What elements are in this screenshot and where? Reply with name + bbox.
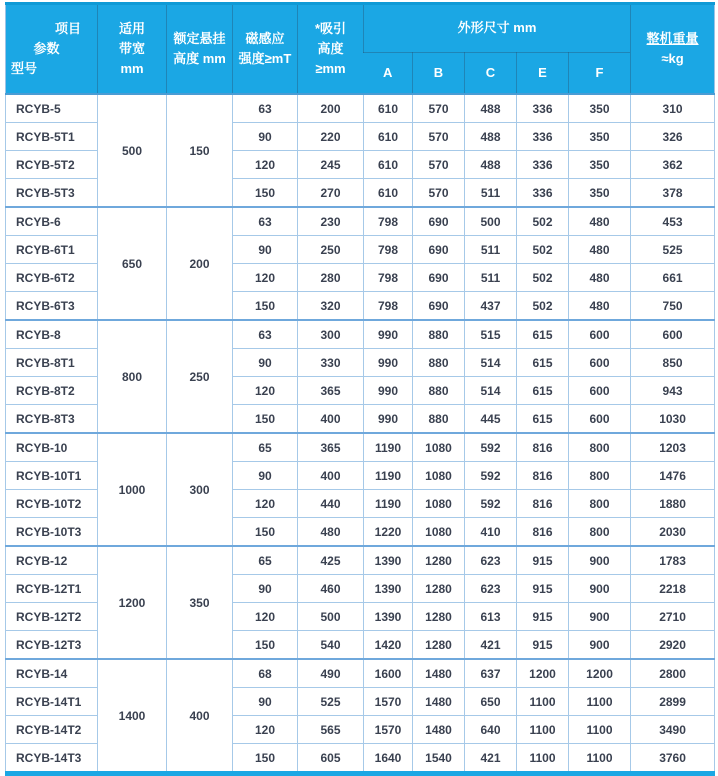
cell-dim-f: 600 [569,349,631,377]
cell-dim-b: 1480 [413,659,465,688]
cell-dim-f: 900 [569,546,631,575]
cell-dim-c: 445 [465,405,517,434]
cell-weight: 3760 [631,744,715,774]
header-total-weight: 整机重量 ≈kg [631,4,715,95]
cell-dim-f: 600 [569,320,631,349]
cell-weight: 326 [631,123,715,151]
cell-dim-a: 1390 [364,546,413,575]
cell-dim-f: 1200 [569,659,631,688]
cell-dim-a: 1220 [364,518,413,547]
header-dim-f: F [569,52,631,94]
cell-bandwidth: 1200 [98,546,167,659]
cell-suspension-height: 400 [167,659,233,774]
cell-dim-c: 637 [465,659,517,688]
cell-attraction: 565 [298,716,364,744]
cell-magnetic: 90 [233,575,298,603]
cell-weight: 1203 [631,433,715,462]
cell-weight: 2218 [631,575,715,603]
cell-dim-f: 480 [569,236,631,264]
cell-weight: 1880 [631,490,715,518]
cell-dim-f: 900 [569,603,631,631]
cell-model: RCYB-12T1 [6,575,98,603]
cell-dim-c: 421 [465,631,517,660]
cell-dim-b: 1080 [413,462,465,490]
cell-dim-c: 514 [465,349,517,377]
header-dim-b: B [413,52,465,94]
cell-dim-f: 800 [569,490,631,518]
cell-dim-a: 610 [364,123,413,151]
cell-attraction: 400 [298,405,364,434]
cell-attraction: 460 [298,575,364,603]
cell-dim-a: 610 [364,94,413,123]
cell-dim-c: 592 [465,462,517,490]
cell-attraction: 605 [298,744,364,774]
cell-weight: 2030 [631,518,715,547]
table-header [6,4,715,95]
cell-attraction: 480 [298,518,364,547]
cell-weight: 1030 [631,405,715,434]
cell-dim-e: 502 [517,236,569,264]
cell-dim-b: 1540 [413,744,465,774]
cell-dim-a: 798 [364,207,413,236]
cell-dim-a: 1190 [364,490,413,518]
cell-model: RCYB-6 [6,207,98,236]
cell-magnetic: 90 [233,236,298,264]
cell-model: RCYB-6T2 [6,264,98,292]
cell-dim-f: 900 [569,575,631,603]
cell-dim-f: 800 [569,433,631,462]
cell-dim-e: 816 [517,490,569,518]
cell-magnetic: 90 [233,349,298,377]
cell-dim-a: 1190 [364,433,413,462]
header-magnetic-induction: 磁感应 强度≥mT [233,4,298,95]
cell-weight: 1476 [631,462,715,490]
cell-dim-c: 623 [465,575,517,603]
table-row [6,433,715,462]
cell-magnetic: 150 [233,631,298,660]
cell-dim-b: 570 [413,151,465,179]
cell-dim-a: 1570 [364,716,413,744]
cell-dim-f: 350 [569,151,631,179]
cell-bandwidth: 1000 [98,433,167,546]
cell-magnetic: 120 [233,377,298,405]
cell-dim-b: 1280 [413,575,465,603]
cell-dim-c: 511 [465,236,517,264]
cell-dim-f: 350 [569,94,631,123]
cell-magnetic: 68 [233,659,298,688]
cell-dim-a: 1640 [364,744,413,774]
cell-magnetic: 120 [233,603,298,631]
cell-magnetic: 90 [233,688,298,716]
cell-dim-c: 488 [465,151,517,179]
cell-model: RCYB-10T2 [6,490,98,518]
cell-attraction: 270 [298,179,364,208]
cell-dim-b: 570 [413,94,465,123]
cell-dim-c: 515 [465,320,517,349]
cell-suspension-height: 300 [167,433,233,546]
cell-dim-f: 800 [569,462,631,490]
cell-dim-e: 336 [517,123,569,151]
cell-dim-a: 1570 [364,688,413,716]
cell-dim-a: 798 [364,236,413,264]
cell-dim-e: 1100 [517,688,569,716]
table-body [6,94,715,774]
cell-dim-c: 511 [465,264,517,292]
header-bandwidth: 适用 带宽 mm [98,4,167,95]
cell-suspension-height: 200 [167,207,233,320]
cell-dim-f: 600 [569,405,631,434]
cell-bandwidth: 1400 [98,659,167,774]
cell-dim-e: 915 [517,603,569,631]
cell-dim-b: 690 [413,207,465,236]
cell-attraction: 250 [298,236,364,264]
cell-dim-e: 816 [517,433,569,462]
cell-attraction: 540 [298,631,364,660]
table-row [6,320,715,349]
cell-attraction: 440 [298,490,364,518]
cell-dim-b: 1480 [413,688,465,716]
cell-dim-e: 915 [517,575,569,603]
cell-model: RCYB-12T2 [6,603,98,631]
cell-weight: 3490 [631,716,715,744]
cell-magnetic: 120 [233,716,298,744]
cell-dim-e: 915 [517,546,569,575]
cell-weight: 1783 [631,546,715,575]
cell-attraction: 245 [298,151,364,179]
cell-dim-b: 570 [413,179,465,208]
cell-attraction: 400 [298,462,364,490]
cell-model: RCYB-12 [6,546,98,575]
cell-weight: 310 [631,94,715,123]
header-dim-c: C [465,52,517,94]
cell-model: RCYB-8T2 [6,377,98,405]
cell-magnetic: 63 [233,320,298,349]
cell-dim-c: 650 [465,688,517,716]
cell-bandwidth: 500 [98,94,167,207]
header-attraction-height: *吸引 高度 ≥mm [298,4,364,95]
cell-dim-b: 880 [413,320,465,349]
cell-attraction: 200 [298,94,364,123]
cell-dim-f: 480 [569,207,631,236]
cell-suspension-height: 250 [167,320,233,433]
cell-attraction: 230 [298,207,364,236]
cell-dim-e: 1100 [517,744,569,774]
cell-bandwidth: 800 [98,320,167,433]
cell-model: RCYB-8 [6,320,98,349]
header-corner-model: 型号 [11,61,38,77]
cell-dim-e: 615 [517,320,569,349]
cell-dim-a: 798 [364,264,413,292]
cell-dim-e: 915 [517,631,569,660]
cell-model: RCYB-5T3 [6,179,98,208]
table-row [6,94,715,123]
cell-magnetic: 120 [233,264,298,292]
header-suspension-height: 额定悬挂 高度 mm [167,4,233,95]
cell-dim-f: 1100 [569,688,631,716]
cell-model: RCYB-14 [6,659,98,688]
cell-model: RCYB-6T1 [6,236,98,264]
cell-dim-c: 511 [465,179,517,208]
cell-model: RCYB-14T3 [6,744,98,774]
cell-magnetic: 120 [233,490,298,518]
cell-attraction: 490 [298,659,364,688]
cell-dim-e: 816 [517,518,569,547]
cell-dim-b: 690 [413,292,465,321]
cell-dim-c: 613 [465,603,517,631]
header-dim-e: E [517,52,569,94]
cell-dim-a: 1190 [364,462,413,490]
cell-dim-e: 1100 [517,716,569,744]
cell-weight: 453 [631,207,715,236]
cell-model: RCYB-14T1 [6,688,98,716]
cell-dim-e: 502 [517,264,569,292]
header-dim-a: A [364,52,413,94]
spec-table [5,2,715,776]
cell-magnetic: 63 [233,94,298,123]
cell-dim-c: 500 [465,207,517,236]
cell-magnetic: 63 [233,207,298,236]
cell-model: RCYB-8T3 [6,405,98,434]
cell-dim-e: 502 [517,292,569,321]
cell-dim-b: 1280 [413,631,465,660]
cell-magnetic: 150 [233,744,298,774]
cell-dim-a: 610 [364,179,413,208]
cell-dim-a: 990 [364,377,413,405]
cell-weight: 378 [631,179,715,208]
cell-model: RCYB-5 [6,94,98,123]
cell-attraction: 330 [298,349,364,377]
cell-weight: 525 [631,236,715,264]
cell-weight: 2800 [631,659,715,688]
cell-dim-c: 488 [465,94,517,123]
cell-weight: 943 [631,377,715,405]
cell-attraction: 320 [298,292,364,321]
cell-dim-b: 1280 [413,603,465,631]
header-corner-item: 项目 [54,20,81,36]
cell-dim-b: 690 [413,264,465,292]
cell-attraction: 365 [298,377,364,405]
cell-weight: 750 [631,292,715,321]
cell-dim-f: 600 [569,377,631,405]
cell-dim-c: 514 [465,377,517,405]
cell-attraction: 500 [298,603,364,631]
cell-magnetic: 150 [233,179,298,208]
cell-attraction: 425 [298,546,364,575]
cell-dim-b: 570 [413,123,465,151]
cell-dim-a: 1600 [364,659,413,688]
cell-weight: 850 [631,349,715,377]
cell-attraction: 220 [298,123,364,151]
cell-dim-b: 880 [413,405,465,434]
cell-magnetic: 150 [233,405,298,434]
cell-magnetic: 90 [233,123,298,151]
cell-dim-f: 800 [569,518,631,547]
cell-dim-b: 1080 [413,518,465,547]
cell-dim-f: 1100 [569,716,631,744]
cell-model: RCYB-10 [6,433,98,462]
cell-magnetic: 65 [233,433,298,462]
cell-dim-e: 615 [517,377,569,405]
header-dimensions: 外形尺寸 mm [364,4,631,53]
cell-weight: 661 [631,264,715,292]
cell-dim-a: 990 [364,320,413,349]
cell-bandwidth: 650 [98,207,167,320]
cell-dim-c: 410 [465,518,517,547]
cell-dim-f: 900 [569,631,631,660]
cell-model: RCYB-12T3 [6,631,98,660]
cell-dim-c: 592 [465,490,517,518]
cell-dim-f: 1100 [569,744,631,774]
cell-attraction: 365 [298,433,364,462]
header-corner [6,4,98,95]
cell-dim-b: 1080 [413,433,465,462]
cell-dim-e: 615 [517,405,569,434]
cell-dim-a: 990 [364,405,413,434]
cell-dim-c: 421 [465,744,517,774]
cell-dim-f: 480 [569,292,631,321]
cell-model: RCYB-5T2 [6,151,98,179]
table-row [6,546,715,575]
cell-dim-f: 480 [569,264,631,292]
cell-dim-c: 640 [465,716,517,744]
cell-dim-e: 502 [517,207,569,236]
table-row [6,659,715,688]
cell-attraction: 280 [298,264,364,292]
cell-dim-b: 1280 [413,546,465,575]
cell-weight: 2920 [631,631,715,660]
cell-weight: 600 [631,320,715,349]
cell-model: RCYB-5T1 [6,123,98,151]
cell-dim-b: 690 [413,236,465,264]
cell-dim-c: 592 [465,433,517,462]
cell-dim-a: 1420 [364,631,413,660]
cell-dim-e: 336 [517,94,569,123]
cell-dim-a: 610 [364,151,413,179]
cell-suspension-height: 150 [167,94,233,207]
cell-dim-f: 350 [569,123,631,151]
cell-dim-a: 1390 [364,603,413,631]
cell-magnetic: 90 [233,462,298,490]
cell-dim-b: 880 [413,349,465,377]
cell-dim-e: 336 [517,179,569,208]
cell-suspension-height: 350 [167,546,233,659]
cell-model: RCYB-6T3 [6,292,98,321]
cell-dim-b: 880 [413,377,465,405]
cell-dim-e: 615 [517,349,569,377]
cell-model: RCYB-10T1 [6,462,98,490]
cell-attraction: 525 [298,688,364,716]
cell-dim-c: 623 [465,546,517,575]
cell-model: RCYB-8T1 [6,349,98,377]
cell-dim-a: 798 [364,292,413,321]
cell-magnetic: 150 [233,292,298,321]
cell-dim-b: 1480 [413,716,465,744]
cell-dim-e: 336 [517,151,569,179]
cell-magnetic: 150 [233,518,298,547]
cell-dim-a: 1390 [364,575,413,603]
cell-dim-a: 990 [364,349,413,377]
cell-weight: 2899 [631,688,715,716]
cell-weight: 362 [631,151,715,179]
cell-weight: 2710 [631,603,715,631]
cell-dim-c: 488 [465,123,517,151]
cell-model: RCYB-10T3 [6,518,98,547]
cell-magnetic: 65 [233,546,298,575]
cell-dim-f: 350 [569,179,631,208]
cell-model: RCYB-14T2 [6,716,98,744]
cell-dim-b: 1080 [413,490,465,518]
cell-magnetic: 120 [233,151,298,179]
cell-dim-e: 1200 [517,659,569,688]
header-corner-parameter: 参数 [33,40,60,56]
cell-dim-e: 816 [517,462,569,490]
cell-attraction: 300 [298,320,364,349]
table-row [6,207,715,236]
cell-dim-c: 437 [465,292,517,321]
